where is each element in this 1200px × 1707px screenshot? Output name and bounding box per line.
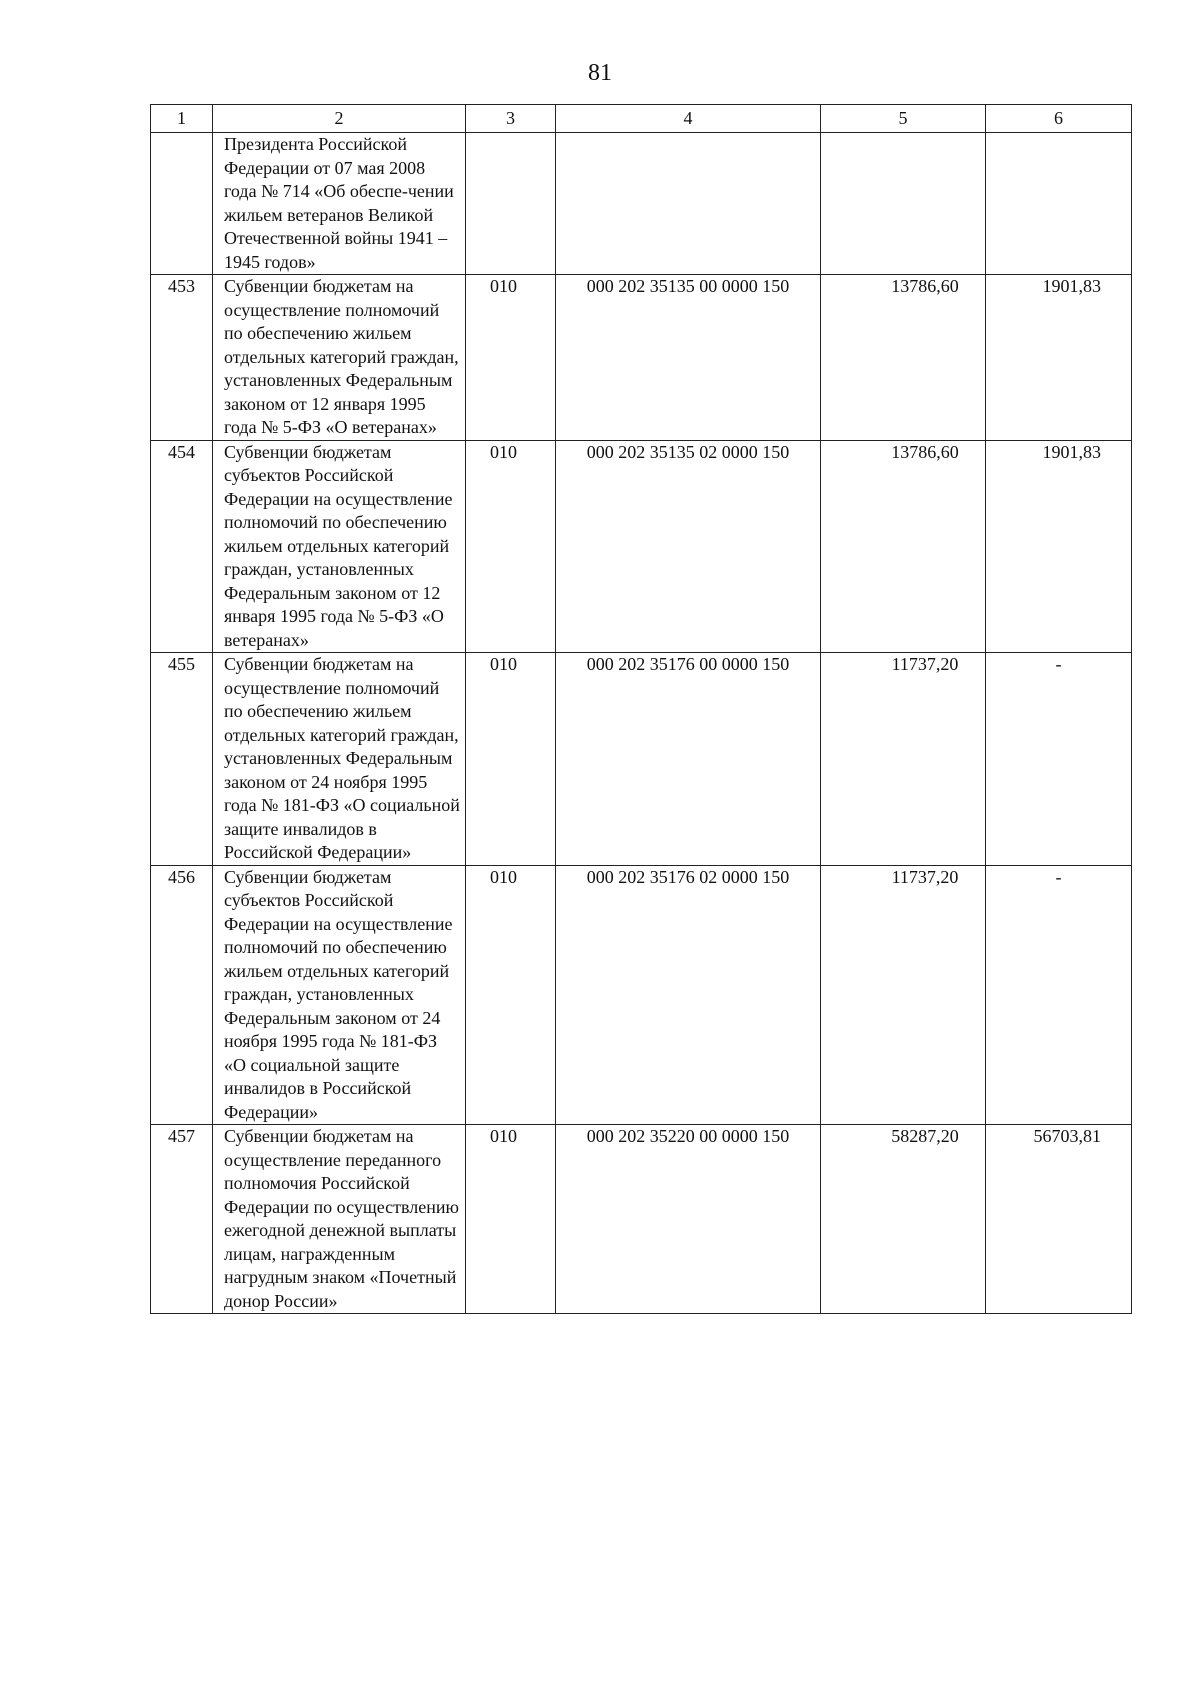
row-number-cell: 457	[151, 1125, 213, 1314]
row-number-cell: 455	[151, 653, 213, 866]
value-cell	[986, 133, 1132, 275]
value-cell	[821, 133, 986, 275]
group-cell: 010	[466, 653, 556, 866]
code-cell: 000 202 35135 02 0000 150	[556, 440, 821, 653]
table-row	[151, 1125, 1132, 1314]
code-cell	[556, 133, 821, 275]
description-cell: Субвенции бюджетам на осуществление переданного полномочия Российской Федерации по осуществлению ежегодной денежной выплаты лицам, награжденным нагрудным знаком «Почетный донор России»	[213, 1125, 466, 1314]
row-number-cell: 454	[151, 440, 213, 653]
column-header: 5	[821, 105, 986, 133]
column-header: 2	[213, 105, 466, 133]
column-header: 1	[151, 105, 213, 133]
description-cell: Субвенции бюджетам субъектов Российской Федерации на осуществление полномочий по обеспечению жильем отдельных категорий граждан, установленных Федеральным законом от 12 января 1995 года № 5-ФЗ «О ветеранах»	[213, 440, 466, 653]
amount-cell-col5: 11737,20	[821, 653, 986, 866]
group-cell: 010	[466, 275, 556, 441]
amount-cell-col6: 1901,83	[986, 440, 1132, 653]
column-header: 4	[556, 105, 821, 133]
amount-cell-col5: 13786,60	[821, 440, 986, 653]
code-cell: 000 202 35220 00 0000 150	[556, 1125, 821, 1314]
amount-cell-col6: 56703,81	[986, 1125, 1132, 1314]
group-cell: 010	[466, 440, 556, 653]
row-number-cell: 456	[151, 865, 213, 1125]
amount-cell-col6: 1901,83	[986, 275, 1132, 441]
page-number: 81	[588, 60, 612, 86]
code-cell: 000 202 35176 00 0000 150	[556, 653, 821, 866]
table-row	[151, 653, 1132, 866]
row-number-cell	[151, 133, 213, 275]
column-header: 6	[986, 105, 1132, 133]
group-cell: 010	[466, 865, 556, 1125]
code-cell: 000 202 35176 02 0000 150	[556, 865, 821, 1125]
description-cell: Субвенции бюджетам на осуществление полномочий по обеспечению жильем отдельных категорий граждан, установленных Федеральным законом от 12 января 1995 года № 5-ФЗ «О ветеранах»	[213, 275, 466, 441]
column-header: 3	[466, 105, 556, 133]
amount-cell-col6: -	[986, 865, 1132, 1125]
amount-cell-col5: 58287,20	[821, 1125, 986, 1314]
budget-table	[150, 104, 1132, 1314]
amount-cell-col5: 11737,20	[821, 865, 986, 1125]
code-cell: 000 202 35135 00 0000 150	[556, 275, 821, 441]
description-cell: Субвенции бюджетам субъектов Российской Федерации на осуществление полномочий по обеспечению жильем отдельных категорий граждан, установленных Федеральным законом от 24 ноября 1995 года № 181-ФЗ «О социальной защите инвалидов в Российской Федерации»	[213, 865, 466, 1125]
table-row-continuation	[151, 133, 1132, 275]
amount-cell-col5: 13786,60	[821, 275, 986, 441]
table-row	[151, 275, 1132, 441]
table-row	[151, 865, 1132, 1125]
table-row	[151, 440, 1132, 653]
row-number-cell: 453	[151, 275, 213, 441]
group-cell: 010	[466, 1125, 556, 1314]
group-cell	[466, 133, 556, 275]
amount-cell-col6: -	[986, 653, 1132, 866]
description-cell: Президента Российской Федерации от 07 мая 2008 года № 714 «Об обеспе-чении жильем ветеранов Великой Отечественной войны 1941 – 1945 годов»	[213, 133, 466, 275]
description-cell: Субвенции бюджетам на осуществление полномочий по обеспечению жильем отдельных категорий граждан, установленных Федеральным законом от 24 ноября 1995 года № 181-ФЗ «О социальной защите инвалидов в Российской Федерации»	[213, 653, 466, 866]
table-header-row	[151, 105, 1132, 133]
